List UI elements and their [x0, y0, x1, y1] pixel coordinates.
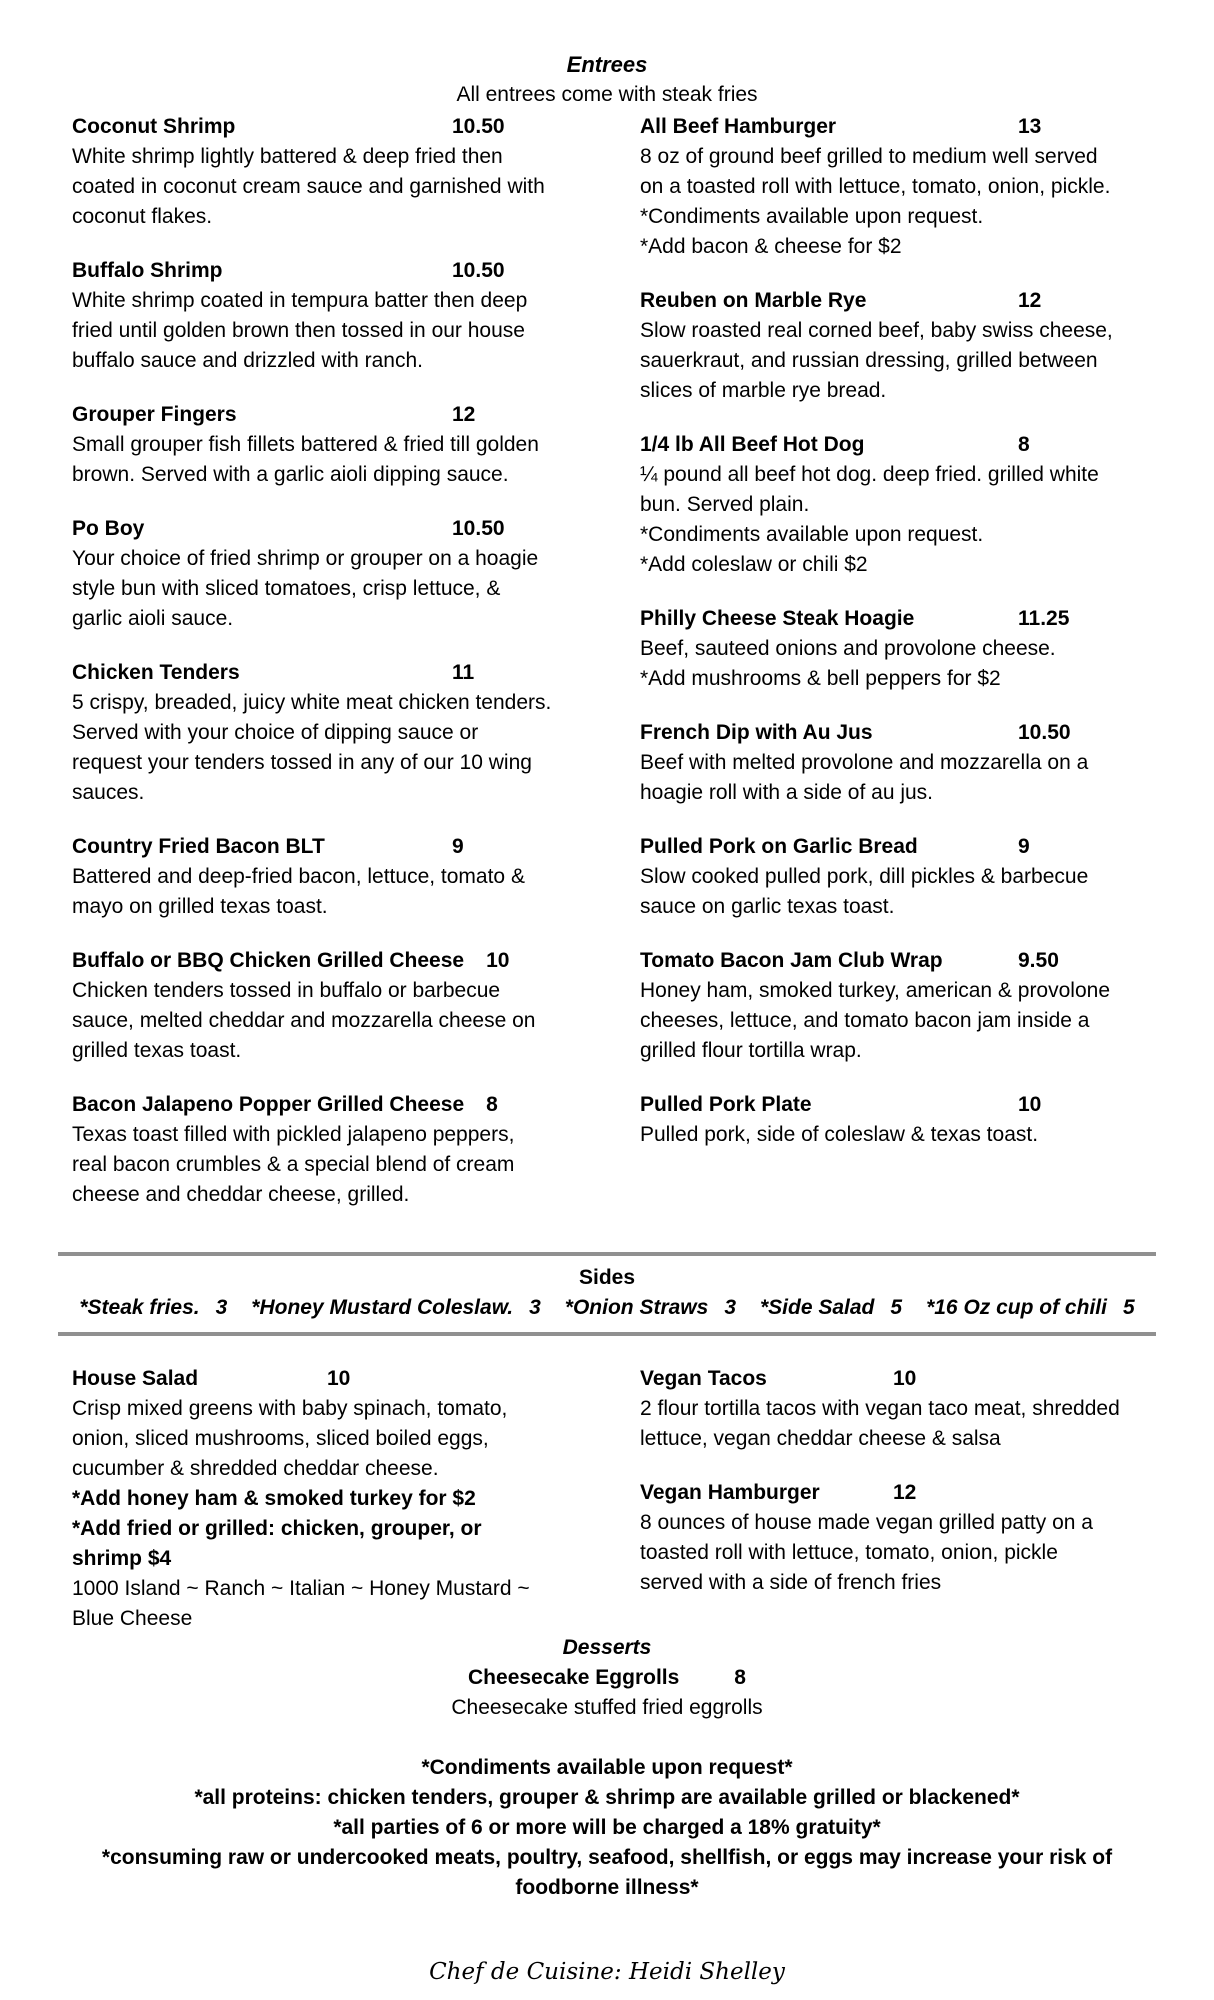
item-name: Vegan Tacos [640, 1367, 767, 1390]
menu-item [640, 1478, 1140, 1598]
item-description-line: hoagie roll with a side of au jus. [640, 781, 934, 804]
side-item [760, 1293, 902, 1323]
item-description-line: bun. Served plain. [640, 493, 810, 516]
item-price: 12 [893, 1481, 917, 1504]
menu-item-header [72, 256, 570, 286]
menu-item-header [640, 946, 1140, 976]
item-description-line: cucumber & shredded cheddar cheese. [72, 1457, 439, 1480]
menu-item-header [640, 1364, 1140, 1394]
sides-items-line [72, 1293, 1142, 1323]
item-price: 9 [452, 835, 464, 858]
item-description-line: *Condiments available upon request. [640, 205, 984, 228]
dessert-name: Cheesecake Eggrolls [468, 1666, 680, 1689]
item-price: 9 [1018, 835, 1030, 858]
menu-item [72, 1090, 570, 1210]
menu-item-header [640, 832, 1140, 862]
item-price: 10 [1018, 1093, 1042, 1116]
menu-item-header [640, 718, 1140, 748]
item-description-line: Crisp mixed greens with baby spinach, tomato, [72, 1397, 508, 1420]
item-description-line: sauce, melted cheddar and mozzarella cheese on [72, 1009, 536, 1032]
item-price: 12 [1018, 289, 1042, 312]
item-description-line: grilled flour tortilla wrap. [640, 1039, 862, 1062]
item-description-line: sauerkraut, and russian dressing, grilled between [640, 349, 1098, 372]
item-description-line: request your tenders tossed in any of our 10 wing [72, 751, 532, 774]
item-price: 12 [452, 403, 476, 426]
footnote-line: *all parties of 6 or more will be charged a 18% gratuity* [333, 1816, 881, 1839]
extras-left-column [72, 1364, 570, 1658]
entrees-right-column [640, 112, 1140, 1234]
item-description-line: Beef with melted provolone and mozzarella on a [640, 751, 1089, 774]
item-description-line: White shrimp lightly battered & deep fried then [72, 145, 503, 168]
menu-item [72, 832, 570, 922]
item-description-line: 5 crispy, breaded, juicy white meat chicken tenders. [72, 691, 552, 714]
item-price: 13 [1018, 115, 1042, 138]
item-price: 8 [486, 1093, 498, 1116]
item-description-line: Small grouper fish fillets battered & fried till golden [72, 433, 539, 456]
item-description-line: sauce on garlic texas toast. [640, 895, 895, 918]
menu-item [640, 1364, 1140, 1454]
sides-section [72, 1256, 1142, 1332]
item-description-line: cheeses, lettuce, and tomato bacon jam inside a [640, 1009, 1090, 1032]
item-name: Po Boy [72, 517, 145, 540]
item-description-line: *Add honey ham & smoked turkey for $2 [72, 1487, 476, 1510]
item-description-line: Beef, sauteed onions and provolone cheese. [640, 637, 1056, 660]
item-name: House Salad [72, 1367, 199, 1390]
item-description-line: mayo on grilled texas toast. [72, 895, 328, 918]
side-label: *16 Oz cup of chili [926, 1296, 1107, 1319]
side-price: 3 [529, 1296, 541, 1319]
item-description-line: coconut flakes. [72, 205, 213, 228]
side-item [251, 1293, 540, 1323]
menu-item-header [640, 604, 1140, 634]
item-description-line: sauces. [72, 781, 145, 804]
item-name: Bacon Jalapeno Popper Grilled Cheese [72, 1093, 465, 1116]
menu-item [72, 658, 570, 808]
side-item [926, 1293, 1135, 1323]
item-description-line: on a toasted roll with lettuce, tomato, onion, pickle. [640, 175, 1111, 198]
menu-item-header [640, 430, 1140, 460]
item-description-line: Battered and deep-fried bacon, lettuce, tomato & [72, 865, 525, 888]
item-description-line: style bun with sliced tomatoes, crisp lettuce, & [72, 577, 501, 600]
side-item [565, 1293, 736, 1323]
item-description-line: slices of marble rye bread. [640, 379, 887, 402]
item-name: Country Fried Bacon BLT [72, 835, 325, 858]
menu-item [640, 946, 1140, 1066]
item-description-line: Blue Cheese [72, 1607, 193, 1630]
item-name: Buffalo Shrimp [72, 259, 223, 282]
item-name: Tomato Bacon Jam Club Wrap [640, 949, 943, 972]
menu-item [72, 946, 570, 1066]
entrees-title: Entrees [566, 52, 648, 77]
item-description-line: buffalo sauce and drizzled with ranch. [72, 349, 423, 372]
item-price: 10 [893, 1367, 917, 1390]
menu-item-header [640, 1090, 1140, 1120]
item-description-line: cheese and cheddar cheese, grilled. [72, 1183, 410, 1206]
item-description-line: 1000 Island ~ Ranch ~ Italian ~ Honey Mustard ~ [72, 1577, 530, 1600]
item-name: Buffalo or BBQ Chicken Grilled Cheese [72, 949, 465, 972]
side-price: 3 [215, 1296, 228, 1319]
item-description-line: brown. Served with a garlic aioli dipping sauce. [72, 463, 509, 486]
item-description-line: Slow roasted real corned beef, baby swiss cheese, [640, 319, 1113, 342]
footnote-line: *all proteins: chicken tenders, grouper & shrimp are available grilled or blackened* [194, 1786, 1020, 1809]
item-description-line: toasted roll with lettuce, tomato, onion, pickle [640, 1541, 1058, 1564]
menu-item-header [640, 286, 1140, 316]
side-label: *Side Salad [760, 1296, 875, 1319]
item-description-line: White shrimp coated in tempura batter then deep [72, 289, 528, 312]
item-description-line: *Condiments available upon request. [640, 523, 984, 546]
menu-item [72, 256, 570, 376]
item-description-line: Honey ham, smoked turkey, american & provolone [640, 979, 1110, 1002]
item-description-line: Served with your choice of dipping sauce or [72, 721, 479, 744]
menu-item-header [72, 400, 570, 430]
item-name: 1/4 lb All Beef Hot Dog [640, 433, 865, 456]
item-description-line: *Add fried or grilled: chicken, grouper, or [72, 1517, 482, 1540]
menu-item-header [72, 1090, 570, 1120]
entrees-left-column [72, 112, 570, 1234]
menu-item [72, 1364, 570, 1634]
menu-item [640, 430, 1140, 580]
item-description-line: fried until golden brown then tossed in our house [72, 319, 525, 342]
chef-credit: Chef de Cuisine: Heidi Shelley [429, 1959, 785, 1985]
item-description-line: real bacon crumbles & a special blend of cream [72, 1153, 515, 1176]
dessert-item [72, 1663, 1142, 1693]
item-description-line: Slow cooked pulled pork, dill pickles & barbecue [640, 865, 1089, 888]
item-description-line: grilled texas toast. [72, 1039, 242, 1062]
entrees-section [72, 112, 1142, 1234]
menu-item [640, 286, 1140, 406]
menu-item-header [72, 514, 570, 544]
item-description-line: coated in coconut cream sauce and garnished with [72, 175, 545, 198]
side-price: 5 [890, 1296, 903, 1319]
side-price: 3 [724, 1296, 736, 1319]
side-label: *Steak fries. [79, 1296, 200, 1319]
item-name: French Dip with Au Jus [640, 721, 873, 744]
item-name: Coconut Shrimp [72, 115, 236, 138]
item-name: Chicken Tenders [72, 661, 240, 684]
menu-item-header [72, 112, 570, 142]
entrees-subtitle: All entrees come with steak fries [456, 83, 758, 106]
item-name: Philly Cheese Steak Hoagie [640, 607, 915, 630]
menu-item [640, 112, 1140, 262]
item-name: Grouper Fingers [72, 403, 237, 426]
dessert-price: 8 [734, 1666, 746, 1689]
menu-item [640, 832, 1140, 922]
menu-item [640, 718, 1140, 808]
item-description-line: Chicken tenders tossed in buffalo or barbecue [72, 979, 501, 1002]
side-item [79, 1293, 227, 1323]
item-name: All Beef Hamburger [640, 115, 837, 138]
item-description-line: ¼ pound all beef hot dog. deep fried. grilled white [640, 463, 1099, 486]
menu-item-header [640, 112, 1140, 142]
side-price: 5 [1122, 1296, 1135, 1319]
menu-item [72, 112, 570, 232]
side-label: *Honey Mustard Coleslaw. [251, 1296, 514, 1319]
menu-item [640, 1090, 1140, 1150]
item-description-line: Pulled pork, side of coleslaw & texas toast. [640, 1123, 1039, 1146]
footnotes [77, 1753, 1137, 1903]
item-price: 8 [1018, 433, 1030, 456]
item-description-line: *Add mushrooms & bell peppers for $2 [640, 667, 1001, 690]
item-description-line: Texas toast filled with pickled jalapeno peppers, [72, 1123, 515, 1146]
menu-item-header [640, 1478, 1140, 1508]
menu-item [72, 400, 570, 490]
item-description-line: shrimp $4 [72, 1547, 172, 1570]
item-price: 11.25 [1018, 607, 1070, 630]
sides-title: Sides [578, 1266, 636, 1289]
item-name: Pulled Pork on Garlic Bread [640, 835, 918, 858]
item-price: 10.50 [452, 259, 505, 282]
footnote-line: *consuming raw or undercooked meats, poultry, seafood, shellfish, or eggs may increase your risk of foodborne illness* [101, 1846, 1113, 1899]
item-price: 10.50 [452, 115, 505, 138]
extras-right-column [640, 1364, 1140, 1658]
side-label: *Onion Straws [564, 1296, 709, 1319]
item-price: 10 [486, 949, 510, 972]
item-description-line: 2 flour tortilla tacos with vegan taco meat, shredded [640, 1397, 1120, 1420]
item-price: 9.50 [1018, 949, 1059, 972]
menu-item [72, 514, 570, 634]
menu-item-header [72, 1364, 570, 1394]
item-description-line: Your choice of fried shrimp or grouper on a hoagie [72, 547, 539, 570]
item-description-line: lettuce, vegan cheddar cheese & salsa [640, 1427, 1001, 1450]
item-price: 10 [327, 1367, 351, 1390]
item-name: Vegan Hamburger [640, 1481, 820, 1504]
item-price: 11 [452, 661, 475, 684]
item-description-line: garlic aioli sauce. [72, 607, 234, 630]
menu-item-header [72, 658, 570, 688]
extras-section [72, 1364, 1142, 1658]
item-name: Reuben on Marble Rye [640, 289, 867, 312]
item-price: 10.50 [452, 517, 505, 540]
footnote-line: *Condiments available upon request* [421, 1756, 793, 1779]
item-description-line: 8 ounces of house made vegan grilled patty on a [640, 1511, 1093, 1534]
menu-item-header [72, 832, 570, 862]
menu-item-header [72, 946, 570, 976]
item-description-line: *Add bacon & cheese for $2 [640, 235, 902, 258]
item-description-line: served with a side of french fries [640, 1571, 942, 1594]
item-description-line: 8 oz of ground beef grilled to medium well served [640, 145, 1098, 168]
dessert-desc: Cheesecake stuffed fried eggrolls [451, 1696, 763, 1719]
item-description-line: onion, sliced mushrooms, sliced boiled eggs, [72, 1427, 489, 1450]
item-price: 10.50 [1018, 721, 1071, 744]
item-name: Pulled Pork Plate [640, 1093, 812, 1116]
desserts-title: Desserts [562, 1636, 652, 1659]
divider-below-sides [58, 1332, 1156, 1336]
item-description-line: *Add coleslaw or chili $2 [640, 553, 868, 576]
menu-item [640, 604, 1140, 694]
